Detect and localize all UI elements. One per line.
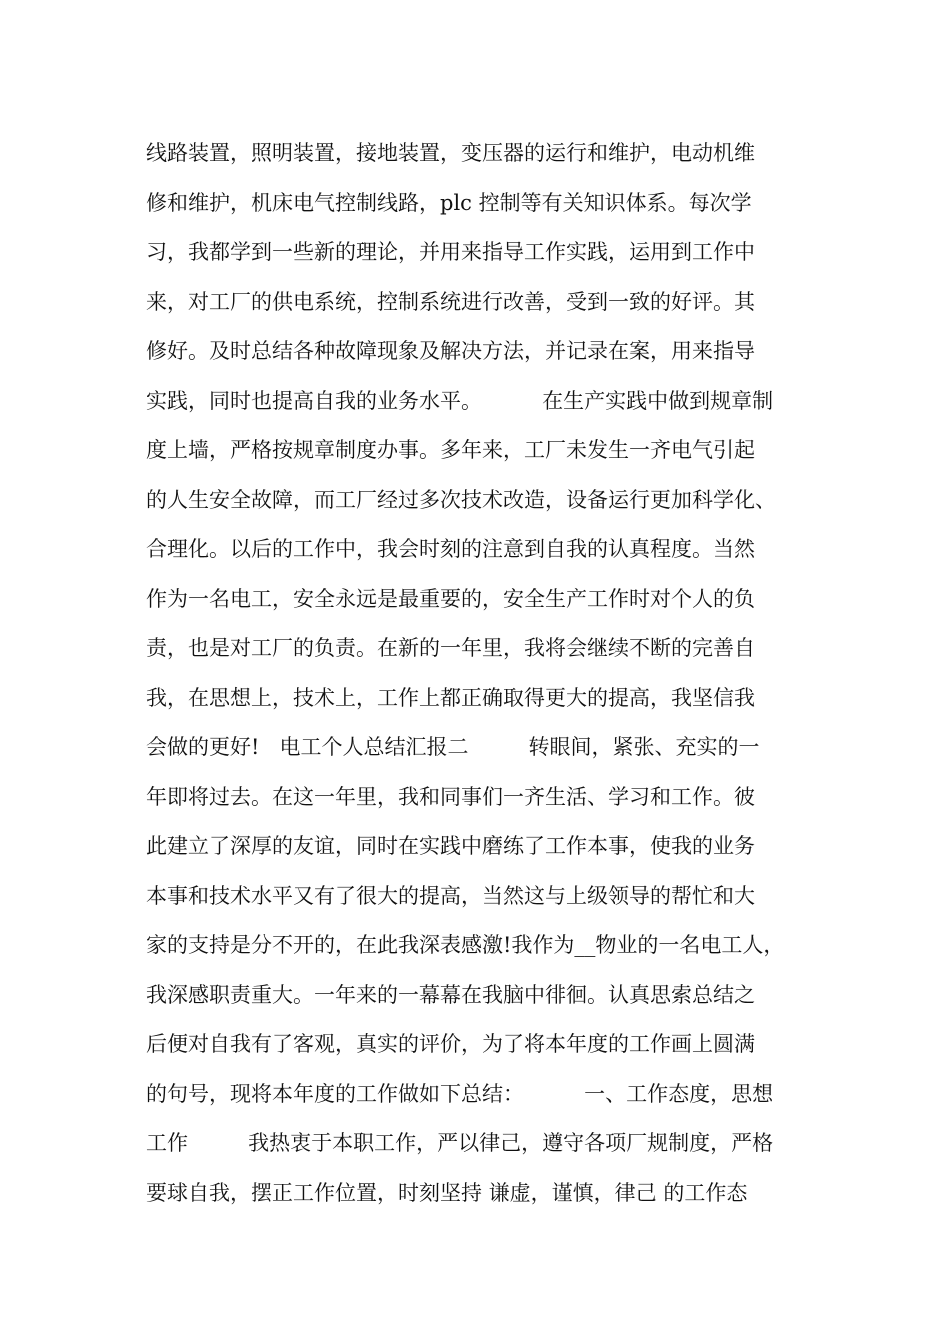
body-text bbox=[146, 133, 846, 1222]
text-line: 来，对工厂的供电系统，控制系统进行改善，受到一致的好评。其 bbox=[146, 289, 755, 314]
text-line: 合理化。以后的工作中，我会时刻的注意到自我的认真程度。当然 bbox=[146, 537, 755, 561]
text-line: 度上墙，严格按规章制度办事。多年来，工厂未发生一齐电气引起 bbox=[146, 438, 755, 462]
text-line: 工作 我热衷于本职工作，严以律己，遵守各项厂规制度，严格 bbox=[146, 1131, 774, 1155]
text-line: 线路装置，照明装置，接地装置，变压器的运行和维护，电动机维 bbox=[146, 141, 755, 165]
text-line: 家的支持是分不开的，在此我深表感激!我作为__物业的一名电工人， bbox=[146, 933, 785, 957]
text-line: 本事和技术水平又有了很大的提高，当然这与上级领导的帮忙和大 bbox=[146, 883, 755, 908]
text-line: 实践，同时也提高自我的业务水平。 在生产实践中做到规章制 bbox=[146, 388, 774, 413]
text-line: 责，也是对工厂的负责。在新的一年里，我将会继续不断的完善自 bbox=[146, 636, 755, 660]
text-line: 的句号，现将本年度的工作做如下总结： 一、工作态度，思想 bbox=[146, 1081, 774, 1106]
text-line: 此建立了深厚的友谊，同时在实践中磨练了工作本事，使我的业务 bbox=[146, 834, 755, 858]
text-line: 修好。及时总结各种故障现象及解决方法，并记录在案，用来指导 bbox=[146, 339, 755, 363]
text-line: 年即将过去。在这一年里，我和同事们一齐生活、学习和工作。彼 bbox=[146, 784, 755, 809]
text-line: 的人生安全故障，而工厂经过多次技术改造，设备运行更加科学化、 bbox=[146, 487, 776, 512]
text-line: 后便对自我有了客观，真实的评价，为了将本年度的工作画上圆满 bbox=[146, 1032, 755, 1056]
text-line: 要球自我，摆正工作位置，时刻坚持 谦虚，谨慎，律己 的工作态 bbox=[146, 1180, 748, 1205]
text-line: 习，我都学到一些新的理论，并用来指导工作实践，运用到工作中 bbox=[146, 240, 755, 264]
text-line: 我，在思想上，技术上，工作上都正确取得更大的提高，我坚信我 bbox=[146, 685, 755, 710]
text-line: 修和维护，机床电气控制线路，plc 控制等有关知识体系。每次学 bbox=[146, 190, 752, 215]
text-line: 我深感职责重大。一年来的一幕幕在我脑中徘徊。认真思索总结之 bbox=[146, 982, 755, 1007]
text-line: 作为一名电工，安全永远是最重要的，安全生产工作时对个人的负 bbox=[146, 586, 755, 611]
text-line: 会做的更好! 电工个人总结汇报二 转眼间，紧张、充实的一 bbox=[146, 735, 760, 759]
